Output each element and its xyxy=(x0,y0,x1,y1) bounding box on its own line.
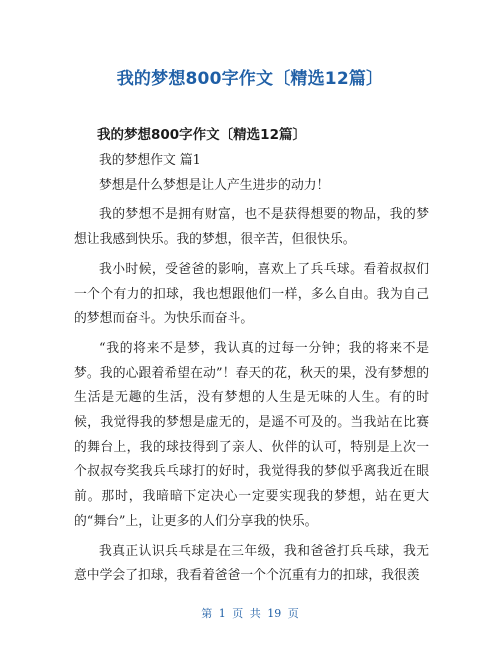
paragraph-2: 我的梦想不是拥有财富，也不是获得想要的物品，我的梦想让我感到快乐。我的梦想，很辛苦，但很快乐。 xyxy=(74,207,429,248)
document-title: 我的梦想800字作文〔精选12篇〕 xyxy=(116,69,384,89)
essay-title: 我的梦想作文 篇1 xyxy=(99,153,201,168)
paragraph-5: 我真正认识兵乓球是在三年级，我和爸爸打兵乓球，我无意中学会了扣球，我看着爸爸一个个沉重有力的扣球，我很羡 xyxy=(74,543,429,584)
essay-body xyxy=(74,149,429,594)
paragraph-4: “我的将来不是梦，我认真的过每一分钟；我的将来不是梦。我的心跟着希望在动”！春天的花，秋天的果，没有梦想的生活是无趣的生活，没有梦想的人生是无味的人生。有的时候，我觉得我的梦想是虚无的，是遥不可及的。当我站在比赛的舞台上，我的球技得到了亲人、伙伴的认可，特别是上次一个叔叔夸奖我兵乓球打的好时，我觉得我的梦似乎离我近在眼前。那时，我暗暗下定决心一定要实现我的梦想，站在更大的“舞台”上，让更多的人们分享我的快乐。 xyxy=(74,340,429,529)
section-heading: 我的梦想800字作文〔精选12篇〕 xyxy=(97,127,306,143)
paragraph-3: 我小时候，受爸爸的影响，喜欢上了兵乓球。看着叔叔们一个个有力的扣球，我也想跟他们一样，多么自由。我为自己的梦想而奋斗。为快乐而奋斗。 xyxy=(74,261,429,327)
paragraph-1: 梦想是什么梦想是让人产生进步的动力！ xyxy=(99,177,330,193)
page-footer: 第 1 页 共 19 页 xyxy=(201,607,299,620)
